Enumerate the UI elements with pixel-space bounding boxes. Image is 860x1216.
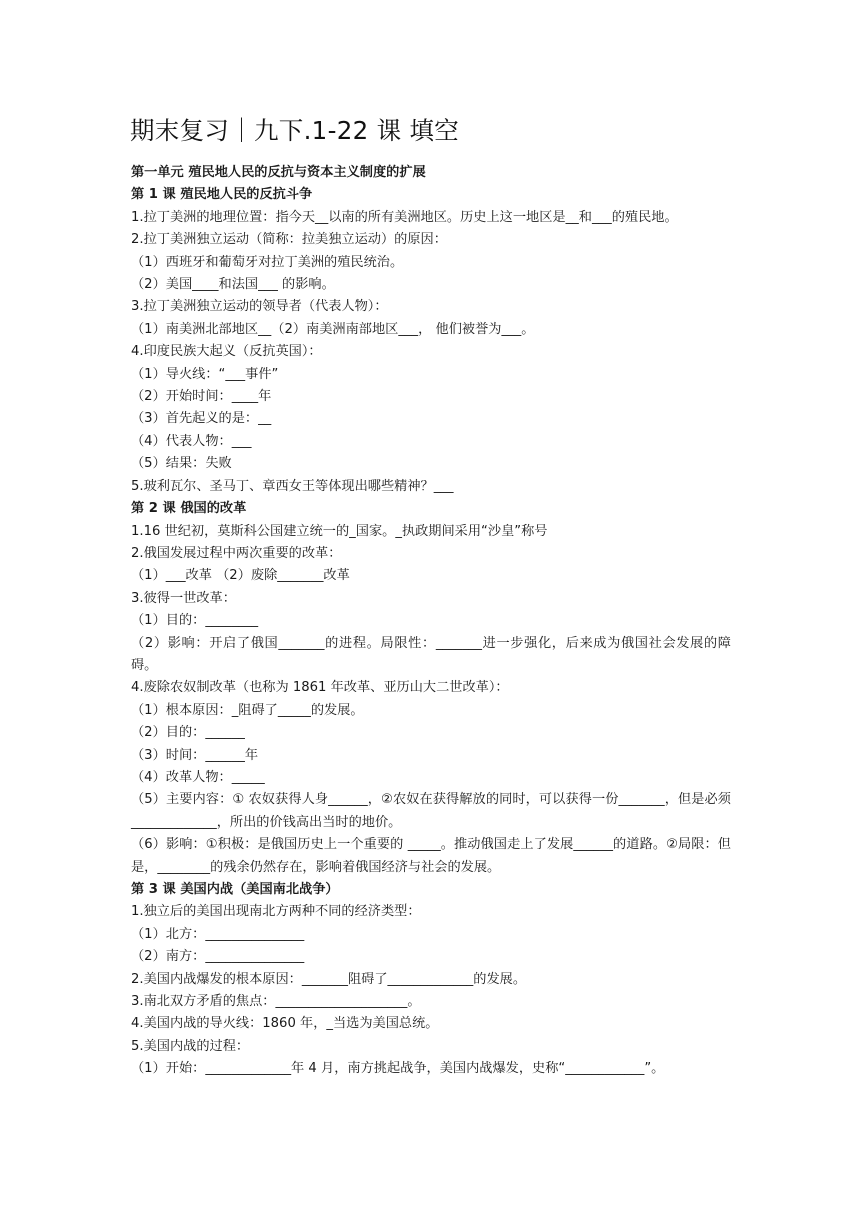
text-line: 3.彼得一世改革： <box>131 590 236 606</box>
text-line: 1.拉丁美洲的地理位置：指今天__以南的所有美洲地区。历史上这一地区是__和___的殖民地。 <box>131 209 678 225</box>
text-line: （1）导火线：“___事件” <box>131 366 279 382</box>
text-line: 4.印度民族大起义（反抗英国）： <box>131 344 322 360</box>
text-line: 3.拉丁美洲独立运动的领导者（代表人物）： <box>131 299 388 315</box>
text-line: （1）北方：_______________ <box>131 926 305 942</box>
text-line: 2.美国内战爆发的根本原因：_______阻碍了_____________的发展。 <box>131 971 527 987</box>
text-line: 4.废除农奴制改革（也称为 1861 年改革、亚历山大二世改革）： <box>131 680 509 696</box>
text-line: 4.美国内战的导火线：1860 年，_当选为美国总统。 <box>131 1016 439 1032</box>
text-line: 2.拉丁美洲独立运动（简称：拉美独立运动）的原因： <box>131 232 447 248</box>
text-line: （2）美国____和法国___ 的影响。 <box>131 277 335 293</box>
section-heading: 第 3 课 美国内战（美国南北战争） <box>131 882 339 897</box>
text-line: （1）西班牙和葡萄牙对拉丁美洲的殖民统治。 <box>131 254 404 270</box>
text-line: （4）改革人物：_____ <box>131 769 265 785</box>
text-line: （1）开始：_____________年 4 月，南方挑起战争，美国内战爆发，史称“____________”。 <box>131 1061 665 1077</box>
text-line: （2）影响：开启了俄国_______的进程。局限性：_______进一步强化，后来成为俄国社会发展的障碍。 <box>131 635 731 673</box>
text-line: （2）南方：_______________ <box>131 949 305 965</box>
text-line: （3）时间：______年 <box>131 747 259 763</box>
text-line: （3）首先起义的是：__ <box>131 411 272 427</box>
document-body <box>131 162 731 1081</box>
text-line: 2.俄国发展过程中两次重要的改革： <box>131 545 342 561</box>
text-line: （1）南美洲北部地区__（2）南美洲南部地区___， 他们被誉为___。 <box>131 321 535 337</box>
text-line: （1）___改革 （2）废除_______改革 <box>131 568 350 584</box>
section-heading: 第 2 课 俄国的改革 <box>131 501 247 517</box>
text-line: 5.玻利瓦尔、圣马丁、章西女王等体现出哪些精神？___ <box>131 478 454 494</box>
text-line: 1.16 世纪初，莫斯科公国建立统一的_国家。_执政期间采用“沙皇”称号 <box>131 523 548 539</box>
text-line: （2）目的：______ <box>131 725 245 741</box>
page-title: 期末复习｜九下.1-22 课 填空 <box>130 116 460 145</box>
text-line: （5）主要内容：① 农奴获得人身______，②农奴在获得解放的同时，可以获得一份_______，但是必须_____________，所出的价钱高出当时的地价。 <box>131 792 731 830</box>
text-line: 3.南北双方矛盾的焦点：____________________。 <box>131 994 421 1010</box>
text-line: （2）开始时间：____年 <box>131 389 272 405</box>
text-line: （5）结果：失败 <box>131 456 232 472</box>
section-heading: 第一单元 殖民地人民的反抗与资本主义制度的扩展 <box>131 165 426 180</box>
text-line: （1）目的：________ <box>131 613 259 629</box>
section-heading: 第 1 课 殖民地人民的反抗斗争 <box>131 187 313 203</box>
text-line: 1.独立后的美国出现南北方两种不同的经济类型： <box>131 904 421 920</box>
text-line: （1）根本原因：_阻碍了_____的发展。 <box>131 702 364 718</box>
text-line: 5.美国内战的过程： <box>131 1038 250 1054</box>
text-line: （4）代表人物：___ <box>131 433 252 449</box>
text-line: （6）影响：①积极：是俄国历史上一个重要的 _____。推动俄国走上了发展______的道路。②局限：但是，________的残余仍然存在，影响着俄国经济与社会的发展。 <box>131 837 731 875</box>
